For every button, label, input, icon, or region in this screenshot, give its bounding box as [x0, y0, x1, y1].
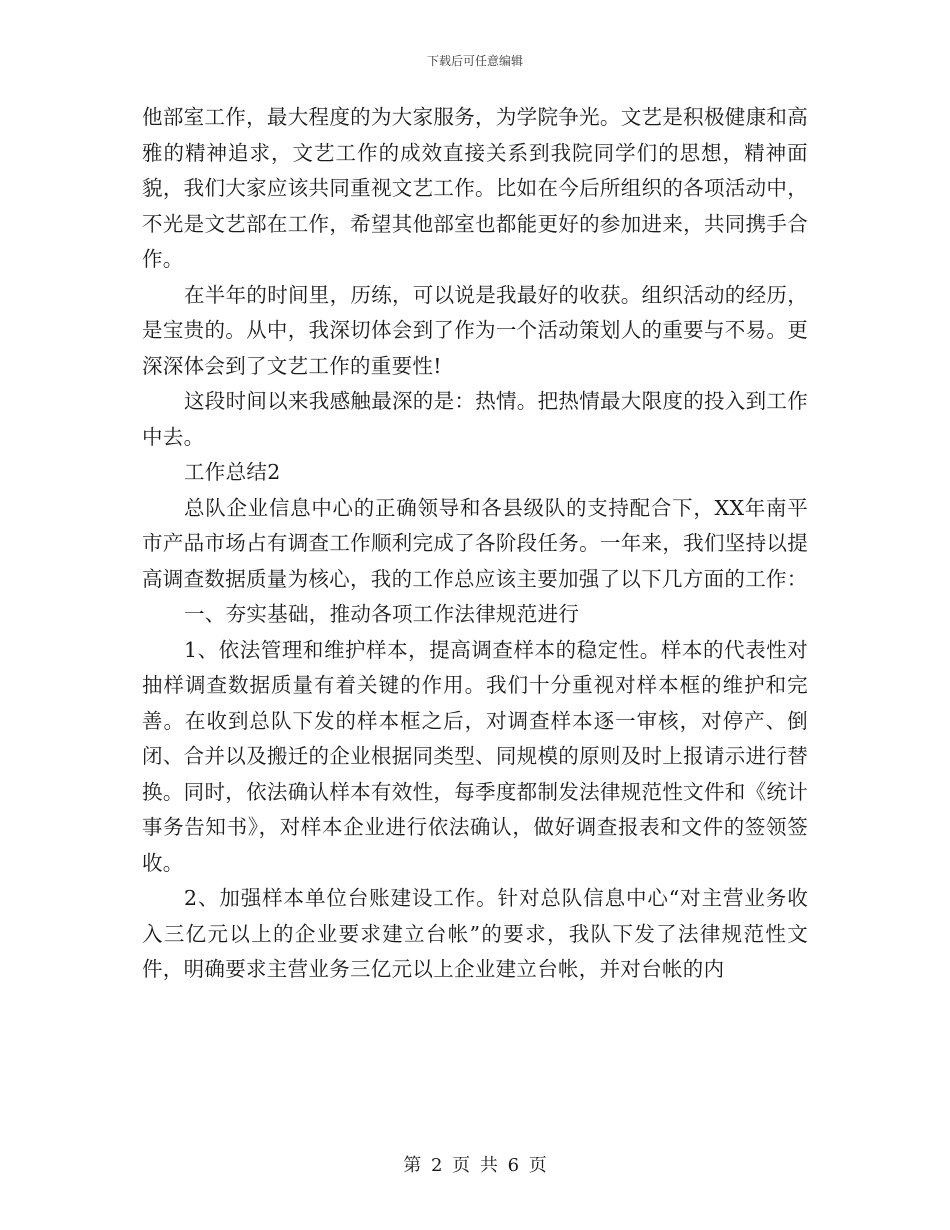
paragraph-5: 总队企业信息中心的正确领导和各县级队的支持配合下，XX年南平市产品市场占有调查工作顺利完成了各阶段任务。一年来，我们坚持以提高调查数据质量为核心，我的工作总应该主要加强了以下几方面的工作：	[142, 495, 808, 591]
page-header-note: 下载后可任意编辑	[426, 54, 523, 68]
document-body	[142, 100, 808, 988]
paragraph-1: 他部室工作，最大程度的为大家服务，为学院争光。文艺是积极健康和高雅的精神追求，文艺工作的成效直接关系到我院同学们的思想，精神面貌，我们大家应该共同重视文艺工作。比如在今后所组织的各项活动中，不光是文艺部在工作，希望其他部室也都能更好的参加进来，共同携手合作。	[142, 105, 808, 271]
subsection-heading: 一、夯实基础，推动各项工作法律规范进行	[184, 602, 580, 626]
paragraph-7: 1、依法管理和维护样本，提高调查样本的稳定性。样本的代表性对抽样调查数据质量有着关键的作用。我们十分重视对样本框的维护和完善。在收到总队下发的样本框之后，对调查样本逐一审核，对停产、倒闭、合并以及搬迁的企业根据同类型、同规模的原则及时上报请示进行替换。同时，依法确认样本有效性，每季度都制发法律规范性文件和《统计事务告知书》，对样本企业进行依法确认，做好调查报表和文件的签领签收。	[142, 637, 808, 875]
paragraph-8: 2、加强样本单位台账建设工作。针对总队信息中心“对主营业务收入三亿元以上的企业要求建立台帐”的要求，我队下发了法律规范性文件，明确要求主营业务三亿元以上企业建立台帐，并对台帐的内	[142, 886, 808, 981]
section-heading: 工作总结2	[184, 460, 281, 484]
paragraph-2: 在半年的时间里，历练，可以说是我最好的收获。组织活动的经历，是宝贵的。从中，我深切体会到了作为一个活动策划人的重要与不易。更深深体会到了文艺工作的重要性!	[142, 282, 808, 378]
paragraph-3: 这段时间以来我感触最深的是：热情。把热情最大限度的投入到工作中去。	[142, 389, 808, 449]
page-number: 第 2 页 共 6 页	[403, 1155, 547, 1176]
